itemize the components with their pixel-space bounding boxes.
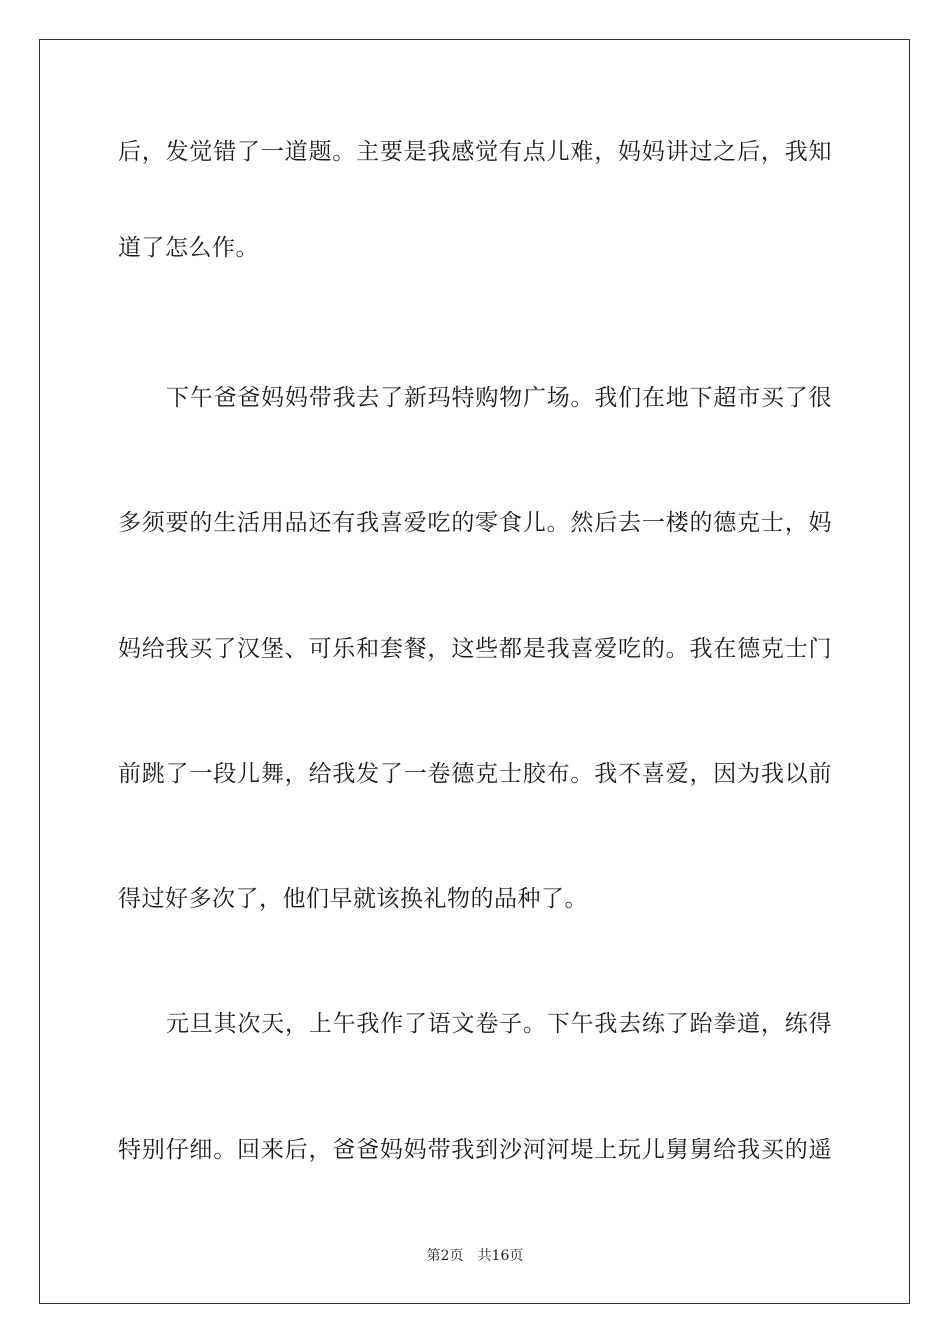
text-line-1: 后，发觉错了一道题。主要是我感觉有点儿难，妈妈讲过之后，我知 xyxy=(118,139,832,165)
text-line-3: 下午爸爸妈妈带我去了新玛特购物广场。我们在地下超市买了很 xyxy=(166,385,832,411)
page-border xyxy=(39,39,910,1304)
text-line-4: 多须要的生活用品还有我喜爱吃的零食儿。然后去一楼的德克士，妈 xyxy=(118,510,832,536)
text-line-5: 妈给我买了汉堡、可乐和套餐，这些都是我喜爱吃的。我在德克士门 xyxy=(118,636,832,662)
page-number: 第2页 xyxy=(426,1248,464,1264)
text-line-2: 道了怎么作。 xyxy=(118,235,259,261)
text-line-7: 得过好多次了，他们早就该换礼物的品种了。 xyxy=(118,886,588,912)
text-line-8: 元旦其次天，上午我作了语文卷子。下午我去练了跆拳道，练得 xyxy=(166,1011,832,1037)
text-line-6: 前跳了一段儿舞，给我发了一卷德克士胶布。我不喜爱，因为我以前 xyxy=(118,761,832,787)
text-line-9: 特别仔细。回来后，爸爸妈妈带我到沙河河堤上玩儿舅舅给我买的遥 xyxy=(118,1137,832,1163)
page-footer xyxy=(0,1247,950,1265)
total-pages: 共16页 xyxy=(477,1248,524,1264)
